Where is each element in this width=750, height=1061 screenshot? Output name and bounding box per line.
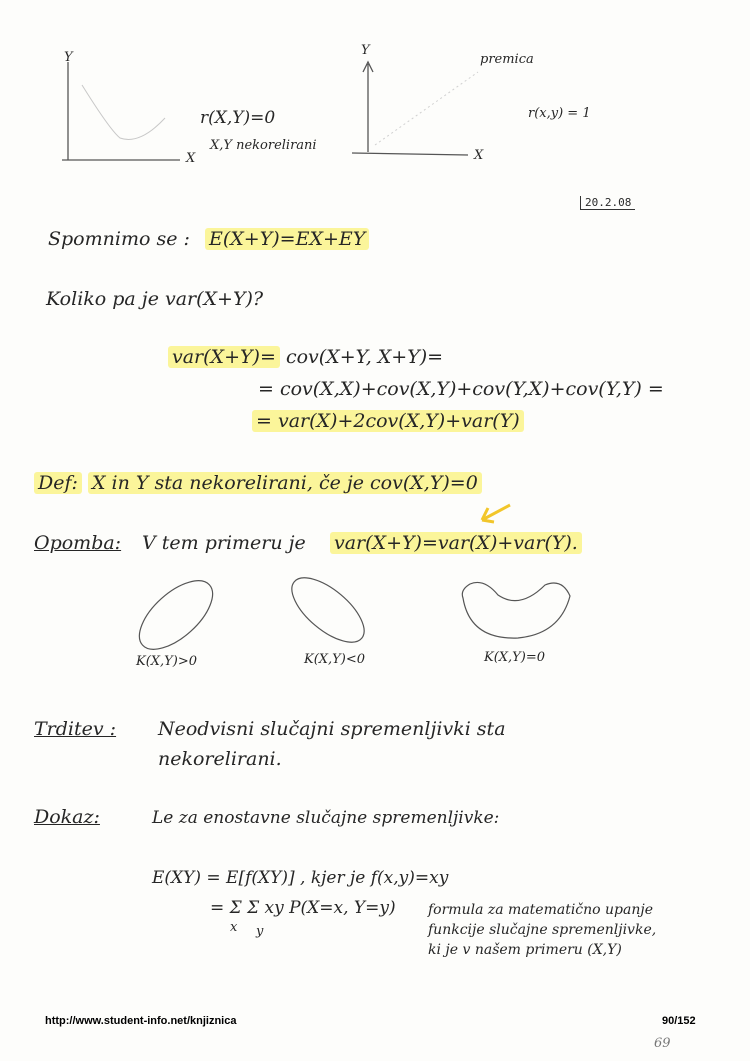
trditev-label: Trditev : xyxy=(34,718,117,740)
graph2-y-label: Y xyxy=(361,43,370,58)
definition-line xyxy=(34,472,482,494)
date-stamp: 20.2.08 xyxy=(580,196,635,210)
footer-page-number: 90/152 xyxy=(662,1015,696,1027)
definition-label: Def: xyxy=(34,472,82,494)
dokaz-note: formula za matematično upanje funkcije slučajne spremenljivke, ki je v našem primeru (X,Y) xyxy=(428,902,657,958)
definition-text: X in Y sta nekorelirani, če je cov(X,Y)=0 xyxy=(88,472,482,494)
graph1-note: X,Y nekorelirani xyxy=(210,138,317,153)
trditev-text1: Neodvisni slučajni spremenljivki sta xyxy=(158,718,506,740)
footer-url[interactable]: http://www.student-info.net/knjiznica xyxy=(45,1015,237,1027)
var-line3 xyxy=(252,410,524,432)
opomba-formula xyxy=(330,532,582,554)
ellipse-label-negative: K(X,Y)<0 xyxy=(304,652,365,667)
graph2-line-label: premica xyxy=(480,52,534,67)
graph1-y-label: Y xyxy=(64,50,73,65)
arrow-mark xyxy=(482,505,510,522)
opomba-label: Opomba: xyxy=(34,532,122,554)
var-line2: = cov(X,X)+cov(X,Y)+cov(Y,X)+cov(Y,Y) = xyxy=(258,378,664,400)
dokaz-sum-y: y xyxy=(256,924,264,939)
ellipse-label-zero: K(X,Y)=0 xyxy=(484,650,545,665)
spomnimo-formula xyxy=(205,228,369,250)
graph1-x-label: X xyxy=(186,151,196,166)
graph2-axes xyxy=(352,62,468,155)
ellipse-banana xyxy=(462,582,570,638)
ellipse-negative xyxy=(281,566,374,653)
opomba-text: V tem primeru je xyxy=(142,532,306,554)
dokaz-equation2: = Σ Σ xy P(X=x, Y=y) xyxy=(210,898,396,918)
graph1-equation: r(X,Y)=0 xyxy=(200,108,276,128)
var-line1 xyxy=(168,346,443,368)
ellipse-label-positive: K(X,Y)>0 xyxy=(136,654,197,669)
spomnimo-prefix: Spomnimo se : xyxy=(48,228,190,250)
trditev-text2: nekorelirani. xyxy=(158,748,282,770)
graph2-line xyxy=(375,72,478,145)
var-line1-rest: cov(X+Y, X+Y)= xyxy=(285,346,444,368)
handwritten-page-number: 69 xyxy=(654,1036,671,1051)
dokaz-label: Dokaz: xyxy=(34,806,100,828)
dokaz-sum-x: x xyxy=(230,920,238,935)
dokaz-equation1: E(XY) = E[f(XY)] , kjer je f(x,y)=xy xyxy=(152,868,449,888)
graph2-x-label: X xyxy=(474,148,484,163)
opomba-formula-text: var(X+Y)=var(X)+var(Y). xyxy=(330,532,582,554)
graph1-axes xyxy=(62,62,180,160)
spomnimo-formula-text: E(X+Y)=EX+EY xyxy=(205,228,369,250)
graph2-equation: r(x,y) = 1 xyxy=(528,106,591,121)
var-line1-highlight: var(X+Y)= xyxy=(168,346,280,368)
koliko-line: Koliko pa je var(X+Y)? xyxy=(46,288,264,310)
ellipse-positive xyxy=(128,569,224,662)
var-line3-highlight: = var(X)+2cov(X,Y)+var(Y) xyxy=(252,410,524,432)
graph1-curve xyxy=(82,85,165,139)
dokaz-text: Le za enostavne slučajne spremenljivke: xyxy=(152,808,500,828)
